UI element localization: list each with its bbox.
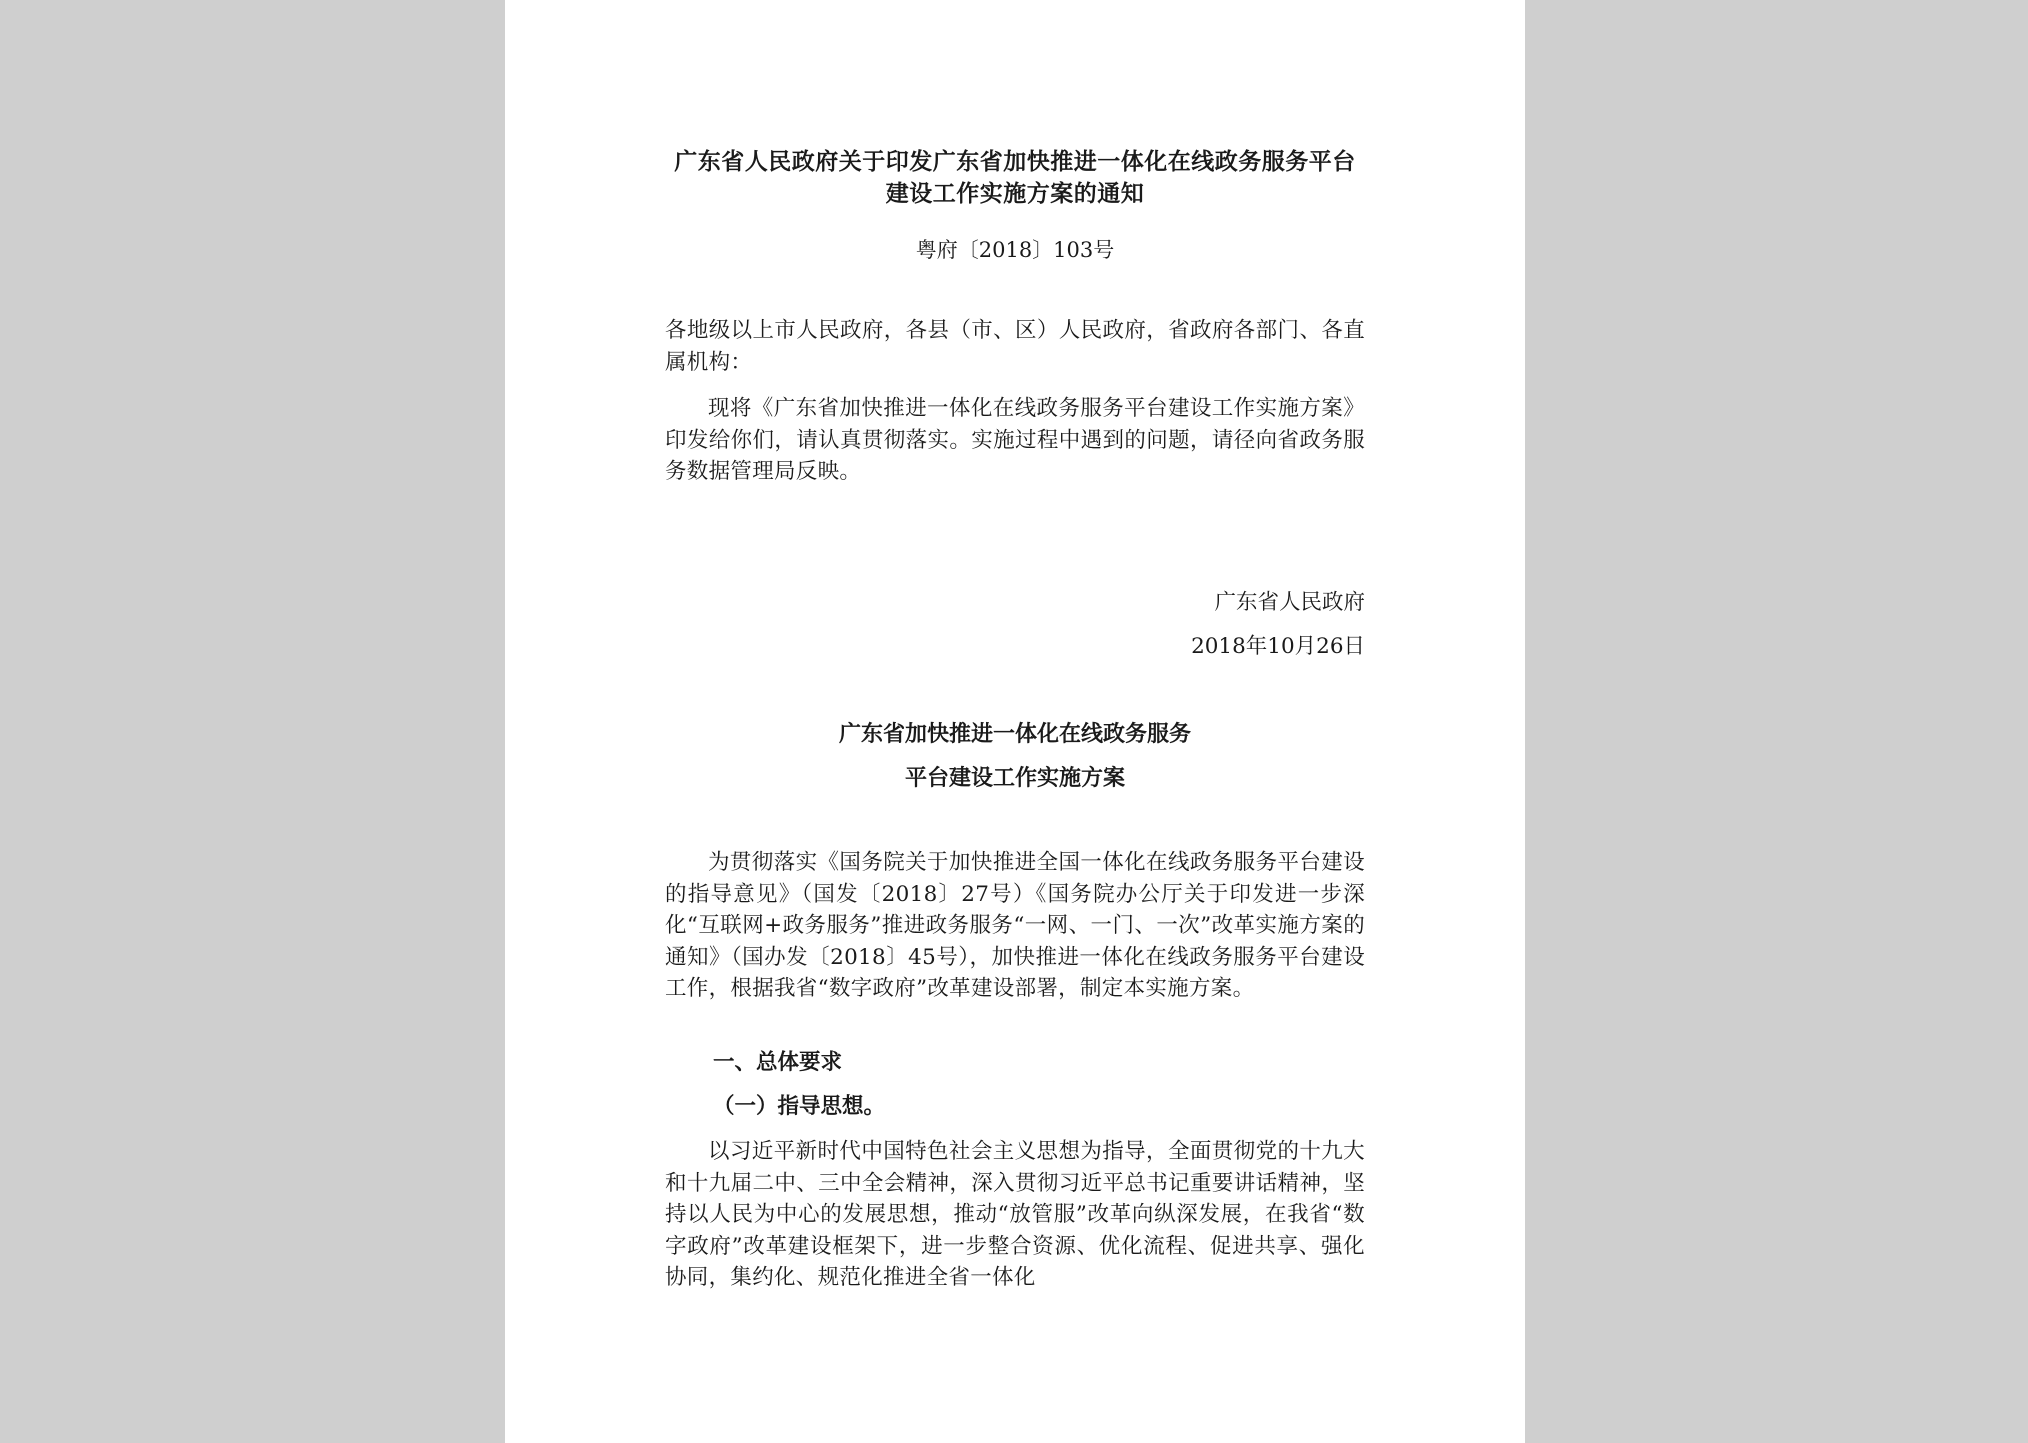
- notice-body: 现将《广东省加快推进一体化在线政务服务平台建设工作实施方案》印发给你们，请认真贯彻落实。实施过程中遇到的问题，请径向省政务服务数据管理局反映。: [665, 396, 1365, 484]
- plan-intro: 为贯彻落实《国务院关于加快推进全国一体化在线政务服务平台建设的指导意见》（国发〔2018〕27号）《国务院办公厅关于印发进一步深化“互联网+政务服务”推进政务服务“一网、一门、一次”改革实施方案的通知》（国办发〔2018〕45号），加快推进一体化在线政务服务平台建设工作，根据我省“数字政府”改革建设部署，制定本实施方案。: [665, 850, 1365, 1001]
- issuer-signature: 广东省人民政府: [1214, 590, 1365, 615]
- salutation: 各地级以上市人民政府，各县（市、区）人民政府，省政府各部门、各直属机构：: [665, 318, 1365, 375]
- document-number: 粤府〔2018〕103号: [915, 238, 1115, 262]
- issue-date: 2018年10月26日: [1191, 634, 1365, 659]
- notice-title: [665, 146, 1365, 210]
- notice-title-line1: 广东省人民政府关于印发广东省加快推进一体化在线政务服务平台: [674, 149, 1356, 175]
- section-heading: 一、总体要求: [713, 1050, 843, 1075]
- document-page: [505, 0, 1525, 1443]
- guiding-ideology-text: 以习近平新时代中国特色社会主义思想为指导，全面贯彻党的十九大和十九届二中、三中全会精神，深入贯彻习近平总书记重要讲话精神，坚持以人民为中心的发展思想，推动“放管服”改革向纵深发展，在我省“数字政府”改革建设框架下，进一步整合资源、优化流程、促进共享、强化协同，集约化、规范化推进全省一体化: [665, 1139, 1365, 1290]
- plan-title-line1: 广东省加快推进一体化在线政务服务: [838, 722, 1191, 747]
- subsection-heading: （一）指导思想。: [713, 1094, 886, 1119]
- plan-title-line2: 平台建设工作实施方案: [904, 766, 1125, 791]
- plan-title: [665, 713, 1365, 801]
- notice-title-line2: 建设工作实施方案的通知: [885, 181, 1145, 207]
